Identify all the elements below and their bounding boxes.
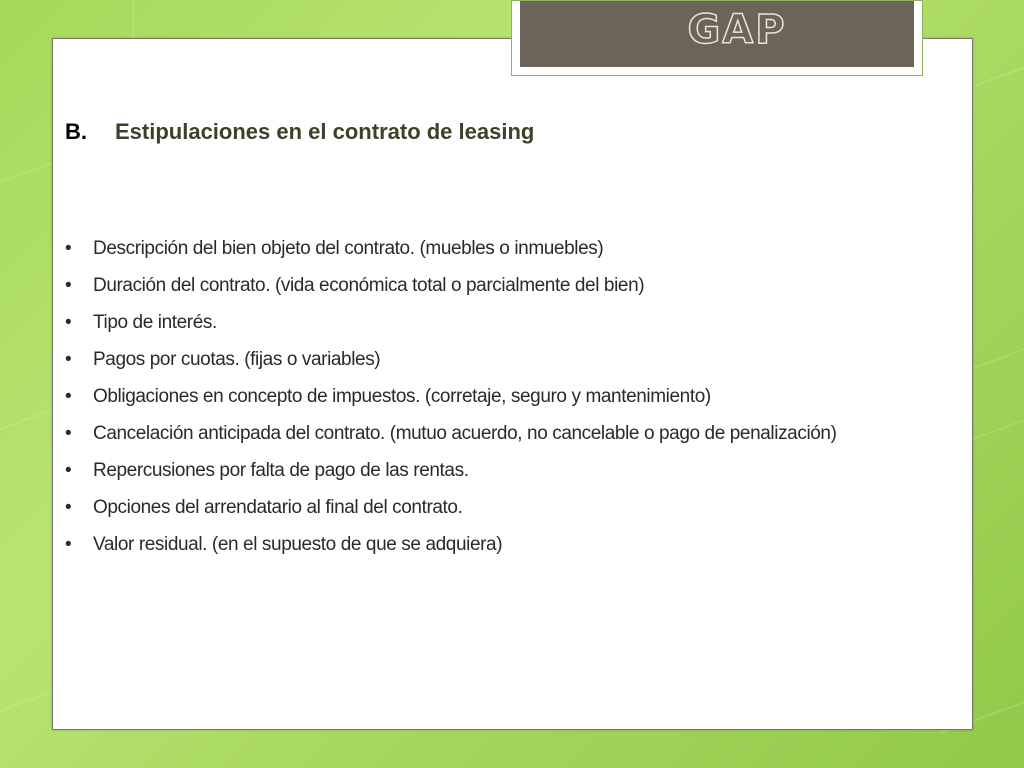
list-item-text: Tipo de interés. — [93, 312, 217, 333]
list-item-text: Valor residual. (en el supuesto de que se adquiera) — [93, 534, 503, 555]
list-item — [65, 233, 913, 264]
section-letter: B. — [65, 119, 87, 144]
list-item-text: Obligaciones en concepto de impuestos. (corretaje, seguro y mantenimiento) — [93, 386, 711, 407]
slide-title — [65, 119, 534, 145]
list-item-text: Cancelación anticipada del contrato. (mutuo acuerdo, no cancelable o pago de penalización) — [93, 423, 837, 444]
list-item — [65, 381, 913, 412]
list-item — [65, 529, 913, 560]
bullet-icon: • — [65, 497, 72, 518]
list-item — [65, 455, 913, 486]
list-item — [65, 492, 913, 523]
list-item — [65, 270, 913, 301]
list-item-text: Repercusiones por falta de pago de las rentas. — [93, 460, 469, 481]
bullet-list — [65, 233, 913, 566]
logo-box — [520, 1, 914, 67]
bullet-icon: • — [65, 386, 72, 407]
section-title: Estipulaciones en el contrato de leasing — [115, 119, 535, 144]
bullet-icon: • — [65, 534, 72, 555]
bullet-icon: • — [65, 349, 72, 370]
list-item-text: Descripción del bien objeto del contrato. (muebles o inmuebles) — [93, 238, 604, 259]
bullet-icon: • — [65, 238, 72, 259]
list-item — [65, 344, 913, 375]
bullet-icon: • — [65, 423, 72, 444]
logo-tab — [511, 0, 923, 76]
bullet-icon: • — [65, 312, 72, 333]
bullet-icon: • — [65, 275, 72, 296]
slide-panel — [52, 38, 973, 730]
list-item-text: Opciones del arrendatario al final del contrato. — [93, 497, 463, 518]
list-item-text: Pagos por cuotas. (fijas o variables) — [93, 349, 381, 370]
list-item — [65, 418, 913, 449]
list-item — [65, 307, 913, 338]
bullet-icon: • — [65, 460, 72, 481]
list-item-text: Duración del contrato. (vida económica total o parcialmente del bien) — [93, 275, 645, 296]
logo-text: GAP — [687, 7, 787, 53]
